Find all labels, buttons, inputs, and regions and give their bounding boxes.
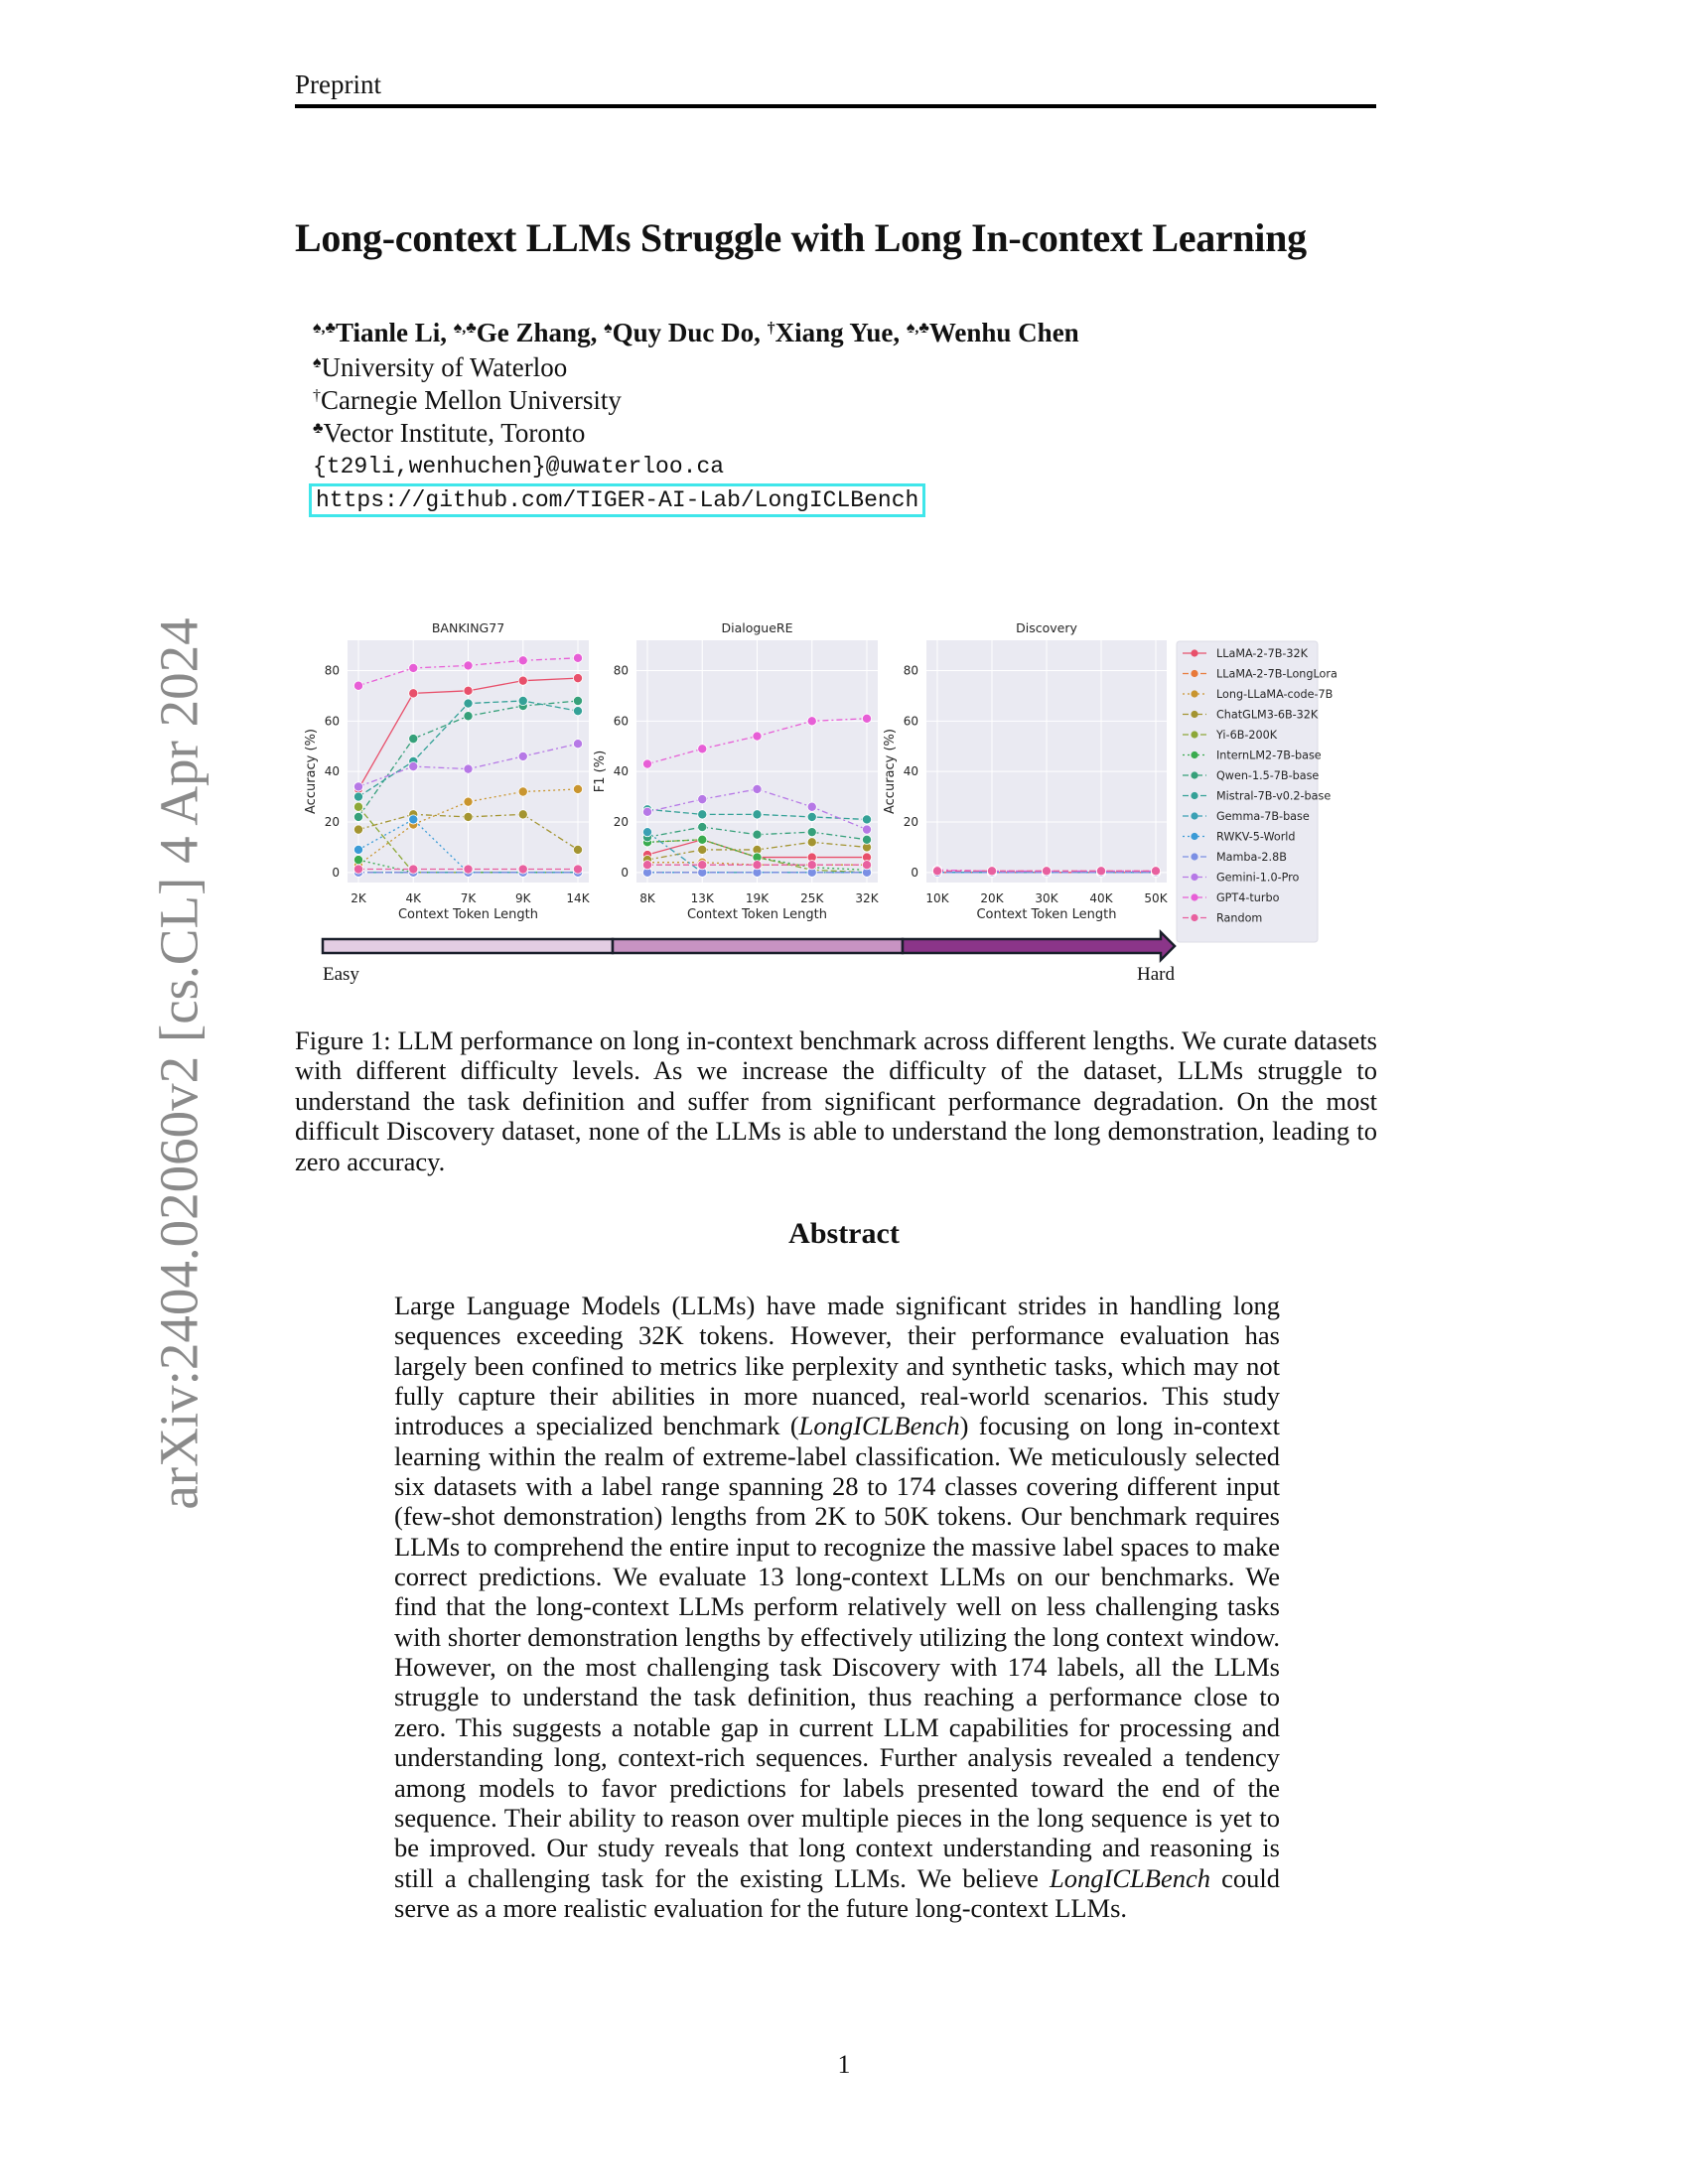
data-point: [753, 784, 762, 793]
svg-text:32K: 32K: [855, 891, 879, 905]
data-point: [698, 745, 707, 753]
svg-text:F1 (%): F1 (%): [593, 750, 608, 793]
figure-caption: Figure 1: LLM performance on long in-context benchmark across different lengths. We curate datasets with different difficulty levels. As we increase the difficulty of the dataset, LLMs struggle to understand the task definition and suffer from significant performance degradation. On the most difficult Discovery dataset, none of the LLMs is able to understand the long demonstration, leading to zero accuracy.: [295, 1025, 1377, 1176]
svg-text:DialogueRE: DialogueRE: [721, 620, 793, 635]
svg-text:0: 0: [911, 865, 918, 880]
data-point: [1151, 867, 1160, 876]
svg-text:30K: 30K: [1035, 891, 1058, 905]
data-point: [642, 828, 651, 837]
svg-text:40: 40: [324, 764, 340, 779]
svg-text:8K: 8K: [639, 891, 655, 905]
svg-text:Context Token Length: Context Token Length: [976, 907, 1117, 922]
svg-text:Context Token Length: Context Token Length: [686, 907, 828, 922]
chart-discovery: [883, 620, 1169, 922]
data-point: [353, 681, 362, 690]
svg-text:Long-LLaMA-code-7B: Long-LLaMA-code-7B: [1216, 688, 1334, 701]
author: ♠Quy Duc Do: [604, 318, 755, 347]
affiliation: ♠University of Waterloo: [313, 352, 568, 382]
data-point: [573, 707, 582, 716]
abstract-heading: Abstract: [788, 1217, 900, 1250]
affiliation: †Carnegie Mellon University: [313, 385, 622, 415]
data-point: [464, 812, 473, 821]
data-point: [353, 825, 362, 834]
data-point: [573, 740, 582, 749]
data-point: [573, 653, 582, 662]
data-point: [464, 686, 473, 695]
data-point: [409, 815, 418, 824]
data-point: [409, 663, 418, 672]
page-number: 1: [837, 2050, 851, 2079]
hard-segment-arrowhead: [903, 932, 1175, 960]
svg-text:60: 60: [324, 714, 340, 729]
data-point: [409, 689, 418, 698]
svg-text:Yi-6B-200K: Yi-6B-200K: [1216, 729, 1278, 742]
data-point: [1096, 867, 1105, 876]
hard-label: Hard: [1137, 964, 1175, 985]
svg-text:Gemini-1.0-Pro: Gemini-1.0-Pro: [1216, 871, 1300, 885]
data-point: [807, 802, 816, 811]
svg-text:Mamba-2.8B: Mamba-2.8B: [1216, 851, 1287, 864]
svg-text:20K: 20K: [980, 891, 1004, 905]
author-list: ♠,♣Tianle Li, ♠,♣Ge Zhang, ♠Quy Duc Do, †Xiang Yue, ♠,♣Wenhu Chen: [313, 318, 1079, 347]
svg-text:Accuracy (%): Accuracy (%): [304, 729, 319, 814]
data-point: [464, 699, 473, 708]
data-point: [753, 810, 762, 819]
data-point: [862, 714, 871, 723]
data-point: [573, 674, 582, 683]
data-point: [464, 797, 473, 806]
data-point: [753, 830, 762, 839]
data-point: [518, 676, 527, 685]
easy-segment: [323, 939, 613, 953]
data-point: [518, 656, 527, 665]
data-point: [573, 784, 582, 793]
data-point: [807, 861, 816, 870]
svg-text:GPT4-turbo: GPT4-turbo: [1216, 891, 1280, 904]
line-charts: [304, 620, 1169, 922]
data-point: [698, 822, 707, 831]
svg-text:40: 40: [903, 764, 918, 779]
svg-text:10K: 10K: [925, 891, 949, 905]
abstract-paragraph: Large Language Models (LLMs) have made significant strides in handling long sequences exceeding 32K tokens. However, their performance evaluation has largely been confined to metrics like perplexity and synthetic tasks, which may not fully capture their abilities in more nuanced, real-world scenarios. This study introduces a specialized benchmark (LongICLBench) focusing on long in-context learning within the realm of extreme-label classification. We meticulously selected six datasets with a label range spanning 28 to 174 classes covering different input (few-shot demonstration) lengths from 2K to 50K tokens. Our benchmark requires LLMs to comprehend the entire input to recognize the massive label spaces to make correct predictions. We evaluate 13 long-context LLMs on our benchmarks. We find that the long-context LLMs perform relatively well on less challenging tasks with shorter demonstration lengths by effectively utilizing the long context window. However, on the most challenging task Discovery with 174 labels, all the LLMs struggle to understand the task definition, thus reaching a performance close to zero. This suggests a notable gap in current LLM capabilities for processing and understanding long, context-rich sequences. Further analysis revealed a tendency among models to favor predictions for labels presented toward the end of the sequence. Their ability to reason over multiple pieces in the long sequence is yet to be improved. Our study reveals that long context understanding and reasoning is still a challenging task for the existing LLMs. We believe LongICLBench could serve as a more realistic evaluation for the future long-context LLMs.: [394, 1291, 1280, 1923]
difficulty-arrow: [323, 932, 1175, 985]
data-point: [642, 759, 651, 768]
data-point: [753, 861, 762, 870]
svg-text:Random: Random: [1216, 911, 1263, 925]
data-point: [409, 735, 418, 744]
data-point: [698, 861, 707, 870]
data-point: [464, 712, 473, 721]
data-point: [353, 865, 362, 874]
data-point: [464, 661, 473, 670]
medium-segment: [613, 939, 903, 953]
data-point: [698, 810, 707, 819]
svg-text:4K: 4K: [405, 891, 422, 905]
svg-text:9K: 9K: [514, 891, 531, 905]
svg-text:80: 80: [903, 663, 918, 678]
data-point: [353, 856, 362, 865]
svg-text:60: 60: [903, 714, 918, 729]
data-point: [573, 865, 582, 874]
data-point: [518, 810, 527, 819]
paper-title: Long-context LLMs Struggle with Long In-context Learning: [295, 215, 1307, 260]
data-point: [1042, 867, 1051, 876]
figure-1: [293, 611, 1385, 1008]
author: ♠,♣Tianle Li: [313, 318, 441, 347]
svg-text:20: 20: [613, 815, 629, 829]
svg-text:2K: 2K: [351, 891, 366, 905]
svg-text:40: 40: [613, 764, 629, 779]
header-rule: [295, 104, 1376, 108]
svg-text:20: 20: [903, 815, 918, 829]
github-repo-link[interactable]: https://github.com/TIGER-AI-Lab/LongICLBench: [309, 483, 925, 517]
svg-text:InternLM2-7B-base: InternLM2-7B-base: [1216, 749, 1322, 762]
data-point: [409, 865, 418, 874]
data-point: [353, 802, 362, 811]
svg-text:ChatGLM3-6B-32K: ChatGLM3-6B-32K: [1216, 708, 1319, 722]
svg-text:80: 80: [324, 663, 340, 678]
data-point: [987, 867, 996, 876]
svg-text:0: 0: [332, 865, 340, 880]
svg-text:60: 60: [613, 714, 629, 729]
data-point: [353, 845, 362, 854]
svg-text:Discovery: Discovery: [1016, 620, 1077, 635]
data-point: [807, 828, 816, 837]
svg-text:BANKING77: BANKING77: [431, 620, 505, 635]
data-point: [518, 696, 527, 705]
svg-text:80: 80: [613, 663, 629, 678]
svg-text:13K: 13K: [690, 891, 714, 905]
data-point: [573, 845, 582, 854]
data-point: [862, 861, 871, 870]
svg-text:Accuracy (%): Accuracy (%): [883, 729, 898, 814]
data-point: [518, 787, 527, 796]
svg-text:Gemma-7B-base: Gemma-7B-base: [1216, 810, 1310, 823]
data-point: [353, 792, 362, 801]
data-point: [464, 865, 473, 874]
svg-text:RWKV-5-World: RWKV-5-World: [1216, 830, 1296, 844]
data-point: [862, 825, 871, 834]
svg-text:Qwen-1.5-7B-base: Qwen-1.5-7B-base: [1216, 769, 1320, 782]
data-point: [932, 867, 941, 876]
svg-text:50K: 50K: [1144, 891, 1168, 905]
data-point: [698, 835, 707, 844]
author: ♠,♣Ge Zhang: [453, 318, 591, 347]
data-point: [353, 812, 362, 821]
data-point: [807, 838, 816, 847]
running-header: Preprint: [295, 69, 381, 99]
chart-legend: [1177, 641, 1337, 942]
chart-banking77: [304, 620, 591, 922]
svg-text:14K: 14K: [566, 891, 590, 905]
svg-text:Mistral-7B-v0.2-base: Mistral-7B-v0.2-base: [1216, 789, 1332, 803]
author: †Xiang Yue: [767, 318, 894, 347]
affiliation: ♣Vector Institute, Toronto: [313, 418, 586, 448]
arxiv-stamp: arXiv:2404.02060v2 [cs.CL] 4 Apr 2024: [148, 617, 210, 1510]
data-point: [698, 795, 707, 804]
data-point: [518, 751, 527, 760]
author-email: {t29li,wenhuchen}@uwaterloo.ca: [313, 454, 725, 479]
data-point: [464, 764, 473, 773]
svg-text:40K: 40K: [1089, 891, 1113, 905]
data-point: [862, 835, 871, 844]
data-point: [409, 761, 418, 770]
svg-text:7K: 7K: [460, 891, 477, 905]
data-point: [807, 717, 816, 726]
chart-dialoguere: [593, 620, 880, 922]
svg-text:20: 20: [324, 815, 340, 829]
abstract-body: [394, 1291, 1280, 1923]
svg-text:LLaMA-2-7B-LongLora: LLaMA-2-7B-LongLora: [1216, 667, 1337, 681]
data-point: [862, 815, 871, 824]
author: ♠,♣Wenhu Chen: [906, 318, 1079, 347]
data-point: [807, 812, 816, 821]
svg-text:LLaMA-2-7B-32K: LLaMA-2-7B-32K: [1216, 647, 1308, 660]
svg-text:25K: 25K: [800, 891, 824, 905]
easy-label: Easy: [323, 964, 359, 985]
data-point: [642, 807, 651, 816]
data-point: [698, 845, 707, 854]
data-point: [353, 782, 362, 791]
data-point: [518, 865, 527, 874]
svg-text:0: 0: [621, 865, 629, 880]
svg-text:19K: 19K: [745, 891, 770, 905]
data-point: [753, 732, 762, 741]
data-point: [642, 861, 651, 870]
data-point: [573, 696, 582, 705]
svg-text:Context Token Length: Context Token Length: [397, 907, 539, 922]
